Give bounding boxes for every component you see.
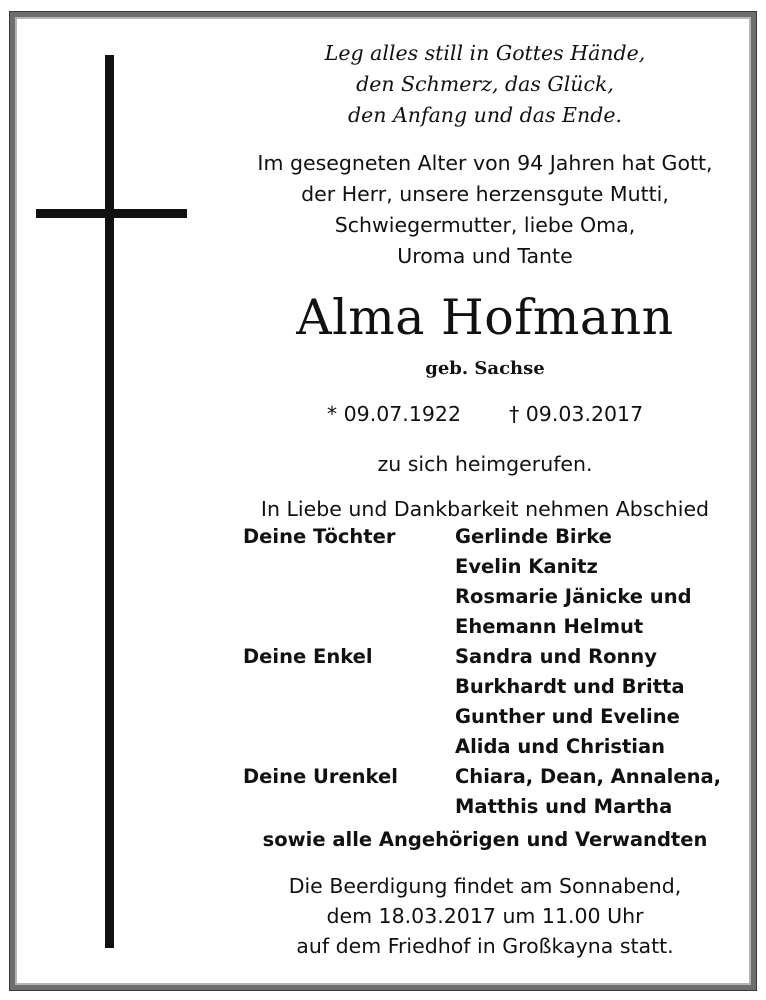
intro-line: Im gesegneten Alter von 94 Jahren hat Gott, [257, 151, 713, 175]
mourner-name: Gunther und Eveline [455, 705, 680, 728]
group-label: Deine Enkel [243, 645, 373, 668]
all-relatives-line: sowie alle Angehörigen und Verwandten [262, 828, 708, 851]
mourner-name: Chiara, Dean, Annalena, [455, 765, 722, 788]
intro-line: der Herr, unsere herzensgute Mutti, [301, 182, 669, 206]
life-dates [230, 398, 740, 430]
birth-name: geb. Sachse [425, 358, 545, 379]
mourner-name: Ehemann Helmut [455, 615, 644, 638]
mourner-name: Alida und Christian [455, 735, 666, 758]
mourner-name: Evelin Kanitz [455, 555, 598, 578]
group-label: Deine Töchter [243, 525, 396, 548]
verse-line: den Schmerz, das Glück, [356, 72, 614, 96]
mourner-group-grandchildren [243, 642, 763, 762]
verse-line: Leg alles still in Gottes Hände, [324, 41, 646, 65]
funeral-line: auf dem Friedhof in Großkayna statt. [296, 934, 674, 958]
mourner-name: Burkhardt und Britta [455, 675, 685, 698]
funeral-info [230, 871, 740, 961]
mourner-name: Sandra und Ronny [455, 645, 658, 668]
cross-horizontal-bar [36, 209, 187, 218]
funeral-line: dem 18.03.2017 um 11.00 Uhr [326, 904, 644, 928]
death-date: † 09.03.2017 [509, 402, 644, 426]
verse [230, 38, 740, 131]
funeral-line: Die Beerdigung findet am Sonnabend, [288, 874, 682, 898]
deceased-name: Alma Hofmann [296, 289, 674, 346]
verse-line: den Anfang und das Ende. [348, 103, 622, 127]
mourner-group-great-grandchildren [243, 762, 763, 822]
birth-date: * 09.07.1922 [326, 402, 461, 426]
cross-vertical-bar [105, 55, 114, 948]
mourner-name: Matthis und Martha [455, 795, 673, 818]
mourner-name: Gerlinde Birke [455, 525, 612, 548]
intro-text [230, 148, 740, 272]
thanks-line: In Liebe und Dankbarkeit nehmen Abschied [260, 497, 710, 521]
mourner-name: Rosmarie Jänicke und [455, 585, 692, 608]
group-label: Deine Urenkel [243, 765, 398, 788]
called-home-text: zu sich heimgerufen. [377, 452, 593, 476]
intro-line: Schwiegermutter, liebe Oma, [334, 213, 636, 237]
mourner-group-daughters [243, 522, 763, 642]
mourners-list [243, 522, 763, 822]
intro-line: Uroma und Tante [397, 244, 573, 268]
